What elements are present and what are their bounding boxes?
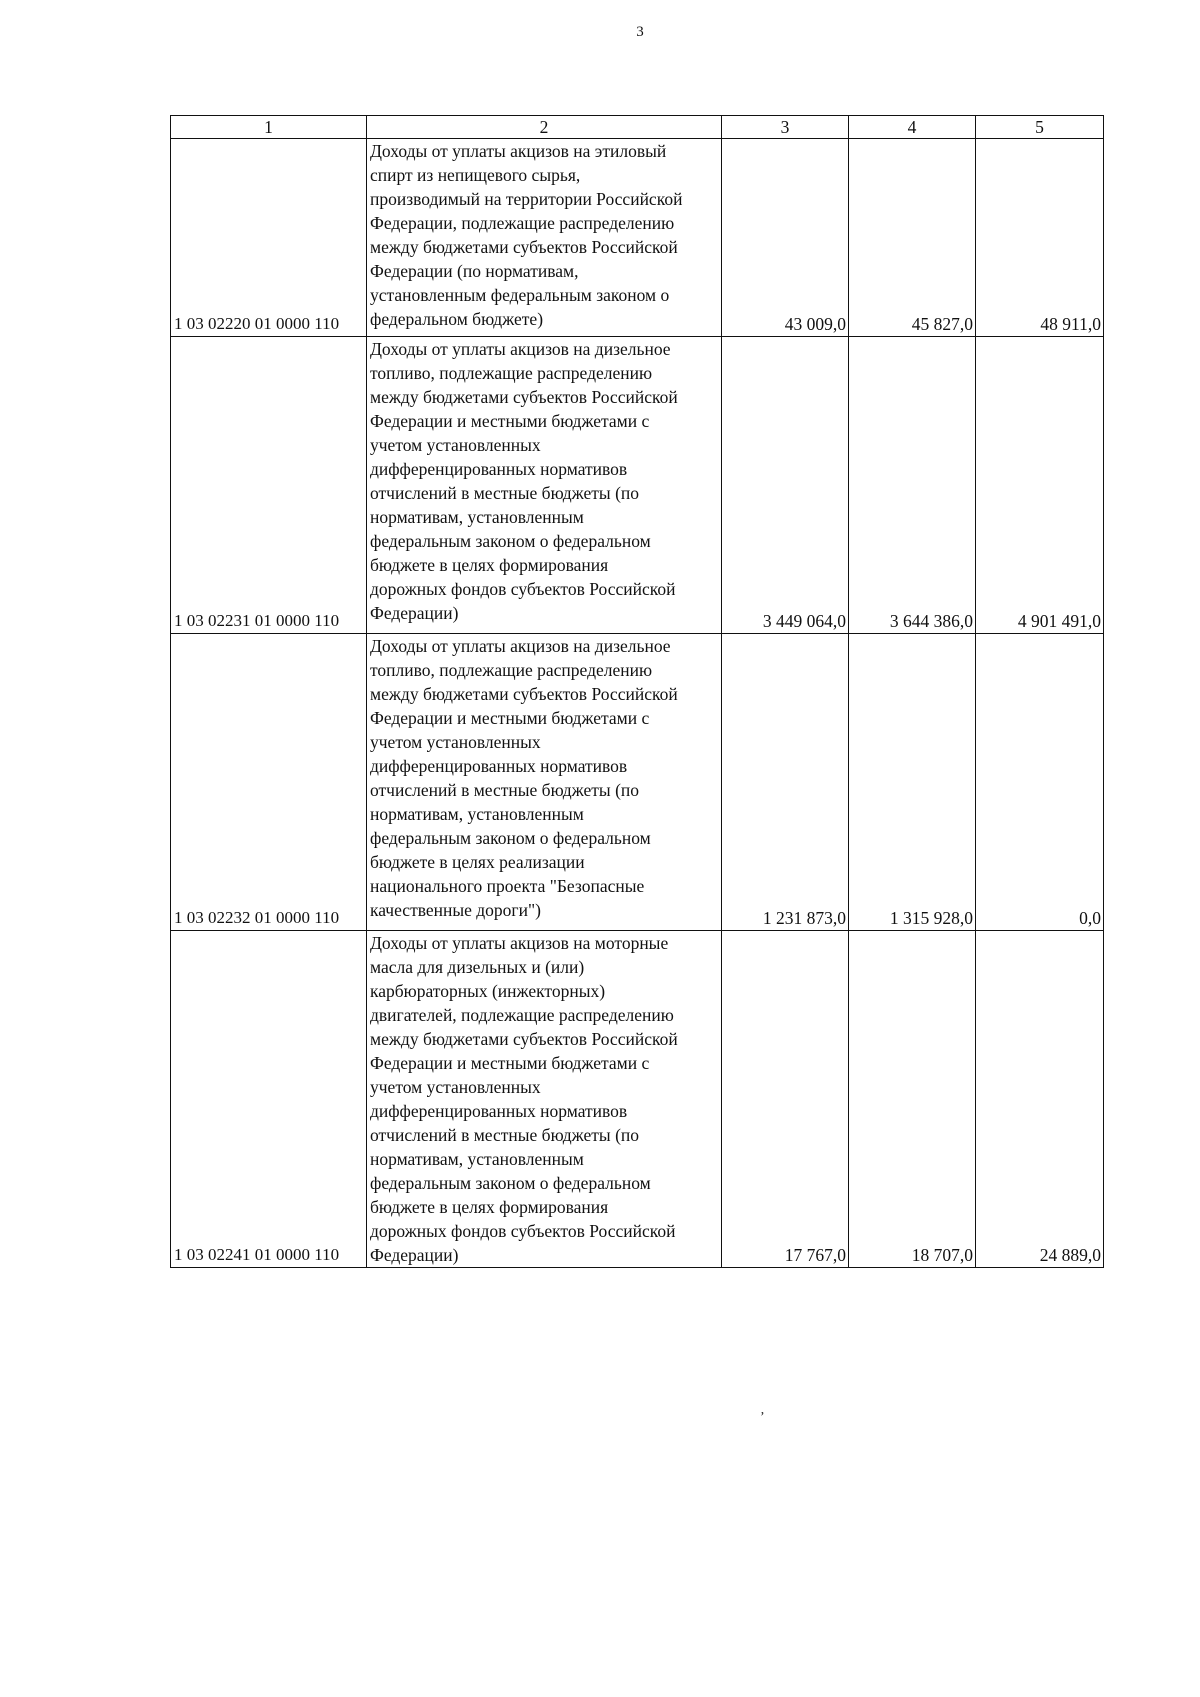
description-line: учетом установленных (370, 732, 541, 752)
table-body (171, 139, 1104, 1268)
description-line: Федерации и местными бюджетами с (370, 411, 650, 431)
amount-col-4: 3 644 386,0 (849, 337, 976, 634)
amount-col-3: 3 449 064,0 (722, 337, 849, 634)
table-row (171, 139, 1104, 337)
page-number: 3 (636, 24, 644, 40)
amount-col-3: 43 009,0 (722, 139, 849, 337)
header-col-5: 5 (976, 116, 1104, 139)
description-line: нормативам, установленным (370, 804, 584, 824)
description-line: отчислений в местные бюджеты (по (370, 780, 640, 800)
description-line: федеральном бюджете) (370, 309, 544, 329)
description-line: между бюджетами субъектов Российской (370, 1029, 678, 1049)
budget-code: 1 03 02231 01 0000 110 (171, 337, 367, 634)
header-col-3: 3 (722, 116, 849, 139)
description-line: дорожных фондов субъектов Российской (370, 579, 676, 599)
description-line: масла для дизельных и (или) (370, 957, 585, 977)
description-line: между бюджетами субъектов Российской (370, 387, 678, 407)
description-line: установленным федеральным законом о (370, 285, 670, 305)
header-col-2: 2 (367, 116, 722, 139)
amount-col-5: 48 911,0 (976, 139, 1104, 337)
revenue-description (367, 139, 722, 337)
description-line: дорожных фондов субъектов Российской (370, 1221, 676, 1241)
scan-speck: ’ (760, 1410, 765, 1425)
description-line: учетом установленных (370, 1077, 541, 1097)
description-line: Доходы от уплаты акцизов на дизельное (370, 339, 671, 359)
amount-col-3: 17 767,0 (722, 931, 849, 1268)
description-line: Федерации) (370, 1245, 459, 1265)
description-line: двигателей, подлежащие распределению (370, 1005, 674, 1025)
description-line: бюджете в целях формирования (370, 555, 609, 575)
header-row (171, 116, 1104, 139)
amount-col-5: 24 889,0 (976, 931, 1104, 1268)
description-line: дифференцированных нормативов (370, 459, 628, 479)
description-line: бюджете в целях реализации (370, 852, 585, 872)
description-line: производимый на территории Российской (370, 189, 683, 209)
description-line: Доходы от уплаты акцизов на моторные (370, 933, 669, 953)
description-line: Федерации и местными бюджетами с (370, 708, 650, 728)
amount-col-5: 0,0 (976, 634, 1104, 931)
description-line: Доходы от уплаты акцизов на этиловый (370, 141, 667, 161)
description-line: нормативам, установленным (370, 507, 584, 527)
description-line: качественные дороги") (370, 900, 541, 920)
budget-code: 1 03 02232 01 0000 110 (171, 634, 367, 931)
description-line: Федерации, подлежащие распределению (370, 213, 675, 233)
amount-col-3: 1 231 873,0 (722, 634, 849, 931)
header-col-4: 4 (849, 116, 976, 139)
description-line: бюджете в целях формирования (370, 1197, 609, 1217)
amount-col-4: 45 827,0 (849, 139, 976, 337)
header-col-1: 1 (171, 116, 367, 139)
description-line: между бюджетами субъектов Российской (370, 684, 678, 704)
description-line: федеральным законом о федеральном (370, 531, 651, 551)
amount-col-4: 1 315 928,0 (849, 634, 976, 931)
description-line: федеральным законом о федеральном (370, 828, 651, 848)
description-line: Доходы от уплаты акцизов на дизельное (370, 636, 671, 656)
amount-col-5: 4 901 491,0 (976, 337, 1104, 634)
description-line: карбюраторных (инжекторных) (370, 981, 606, 1001)
table-row (171, 337, 1104, 634)
description-line: Федерации и местными бюджетами с (370, 1053, 650, 1073)
description-line: отчислений в местные бюджеты (по (370, 483, 640, 503)
description-line: национального проекта "Безопасные (370, 876, 645, 896)
description-line: между бюджетами субъектов Российской (370, 237, 678, 257)
description-line: Федерации (по нормативам, (370, 261, 579, 281)
description-line: дифференцированных нормативов (370, 1101, 628, 1121)
budget-code: 1 03 02241 01 0000 110 (171, 931, 367, 1268)
revenue-description (367, 634, 722, 931)
description-line: топливо, подлежащие распределению (370, 363, 653, 383)
description-line: топливо, подлежащие распределению (370, 660, 653, 680)
budget-code: 1 03 02220 01 0000 110 (171, 139, 367, 337)
description-line: нормативам, установленным (370, 1149, 584, 1169)
table-header (171, 116, 1104, 139)
table-row (171, 931, 1104, 1268)
table-row (171, 634, 1104, 931)
description-line: дифференцированных нормативов (370, 756, 628, 776)
description-line: Федерации) (370, 603, 459, 623)
description-line: учетом установленных (370, 435, 541, 455)
description-line: спирт из непищевого сырья, (370, 165, 581, 185)
revenue-table (170, 115, 1104, 1268)
description-line: федеральным законом о федеральном (370, 1173, 651, 1193)
description-line: отчислений в местные бюджеты (по (370, 1125, 640, 1145)
amount-col-4: 18 707,0 (849, 931, 976, 1268)
revenue-description (367, 931, 722, 1268)
revenue-description (367, 337, 722, 634)
